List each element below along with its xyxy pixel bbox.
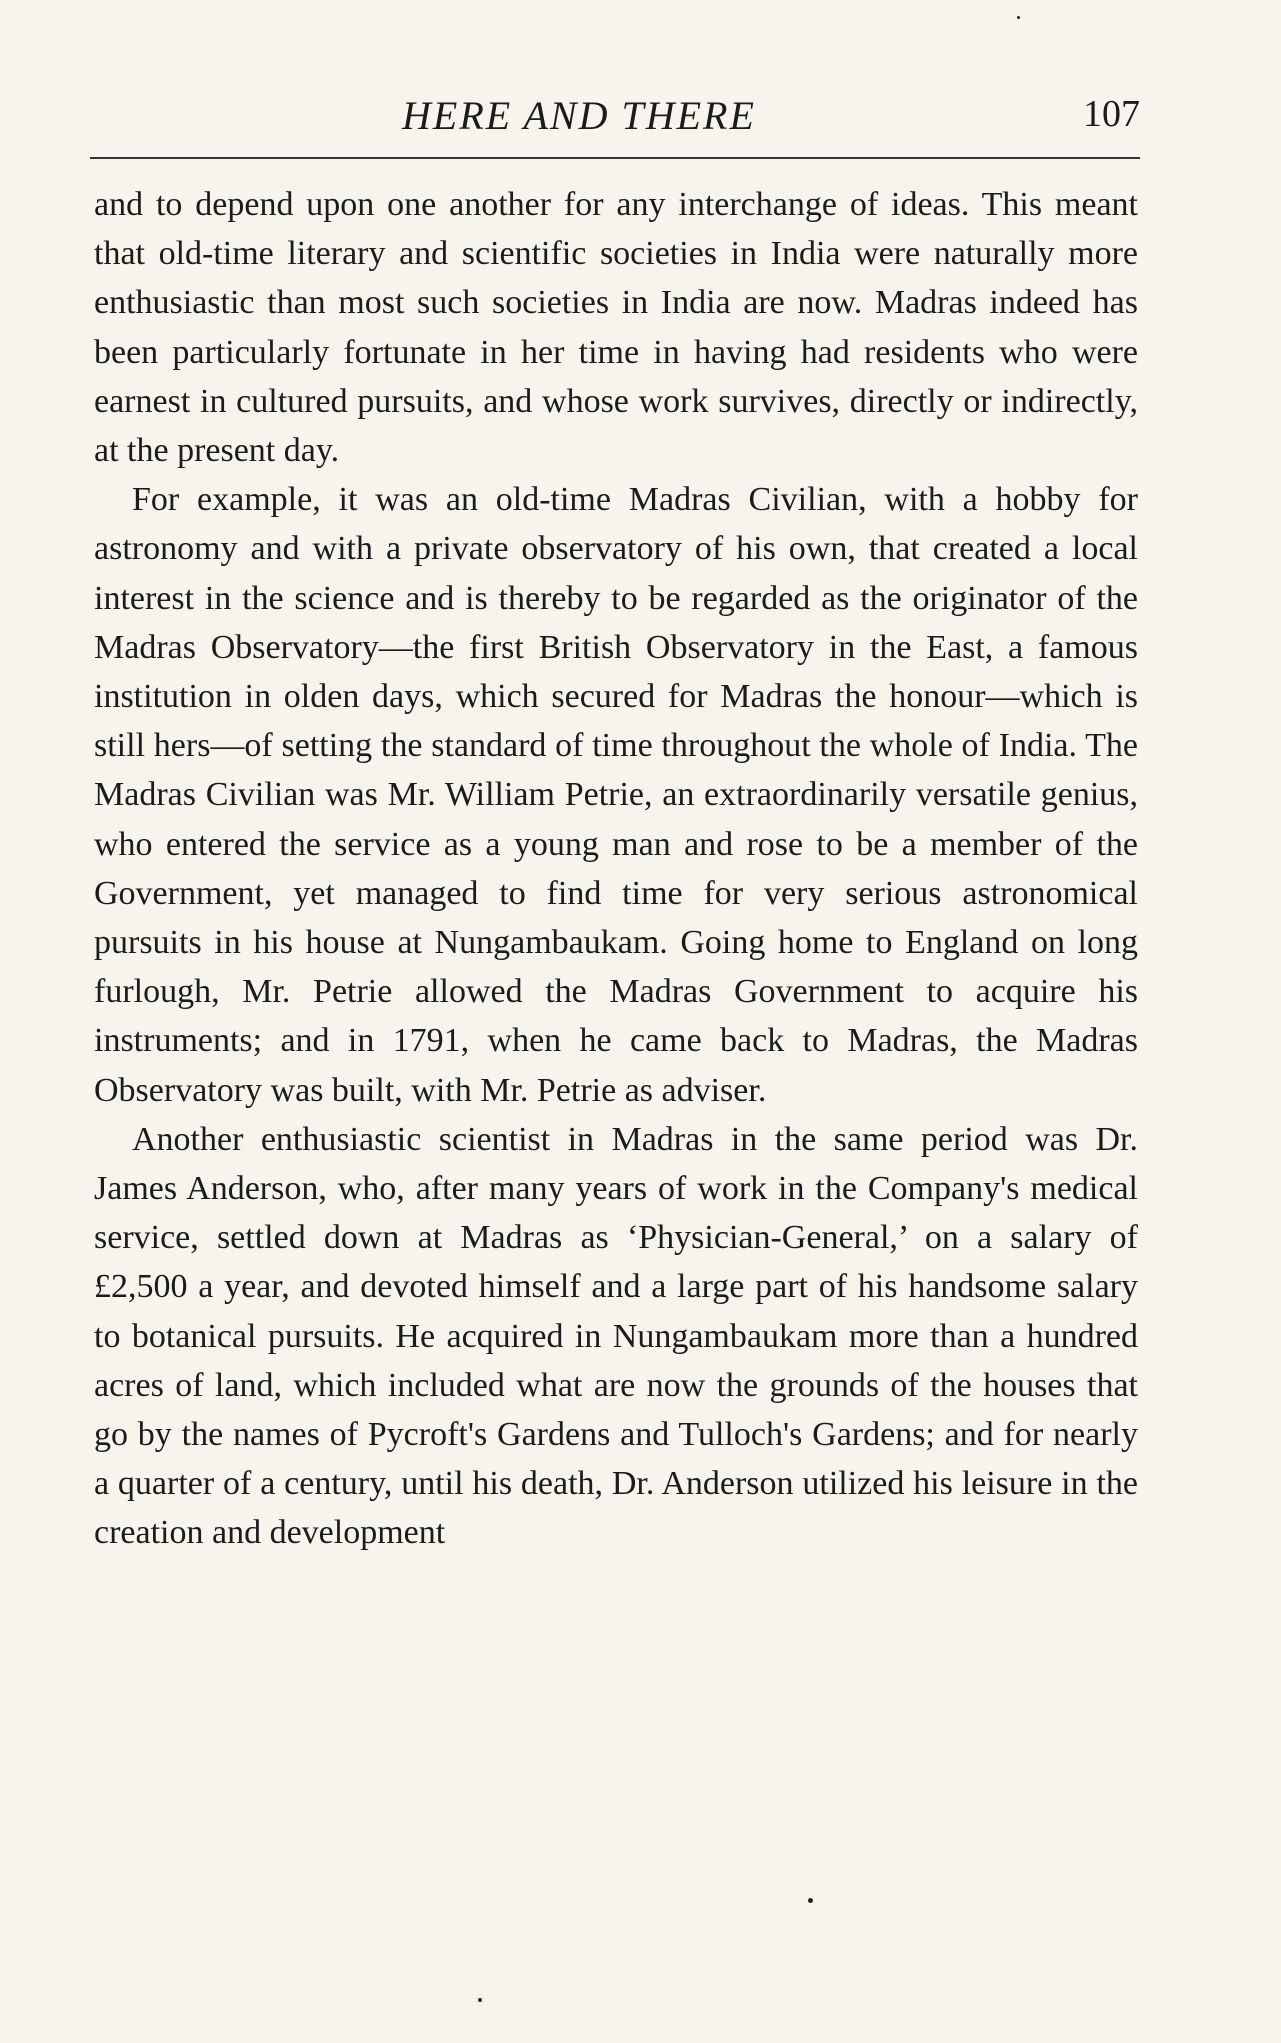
header-rule <box>90 157 1140 159</box>
ink-speck <box>1017 16 1020 19</box>
paragraph-3: Another enthusiastic scientist in Madras in the same period was Dr. James Anderson, who, after many years of work in the Company's medical service, settled down at Madras as ‘Physician-General,’ on a salary of £2,500 a year, and devoted himself and a large part of his handsome salary to botanical pursuits. He acquired in Nungambaukam more than a hundred acres of land, which included what are now the grounds of the houses that go by the names of Pycroft's Gardens and Tulloch's Gardens; and for nearly a quarter of a century, until his death, Dr. Anderson utilized his leisure in the creation and development <box>94 1120 1138 1552</box>
ink-speck <box>808 1898 813 1903</box>
ink-speck <box>478 1998 482 2002</box>
running-head <box>90 92 1140 152</box>
page-number: 107 <box>1083 93 1140 135</box>
running-title: HERE AND THERE <box>402 93 756 138</box>
body-text <box>94 180 1138 1558</box>
paragraph-1: and to depend upon one another for any interchange of ideas. This meant that old-time literary and scientific societies in India were naturally more enthusiastic than most such societies in India are now. Madras indeed has been particularly fortunate in her time in having had residents who were earnest in cultured pursuits, and whose work survives, directly or indirectly, at the present day. <box>94 186 1138 470</box>
paragraph-2: For example, it was an old-time Madras Civilian, with a hobby for astronomy and with a private observatory of his own, that created a local interest in the science and is thereby to be regarded as the originator of the Madras Observatory—the first British Observatory in the East, a famous institution in olden days, which secured for Madras the honour—which is still hers—of setting the standard of time throughout the whole of India. The Madras Civilian was Mr. William Petrie, an extraordinarily versatile genius, who entered the service as a young man and rose to be a member of the Government, yet managed to find time for very serious astronomical pursuits in his house at Nungambaukam. Going home to England on long furlough, Mr. Petrie allowed the Madras Government to acquire his instruments; and in 1791, when he came back to Madras, the Madras Observatory was built, with Mr. Petrie as adviser. <box>94 481 1138 1109</box>
